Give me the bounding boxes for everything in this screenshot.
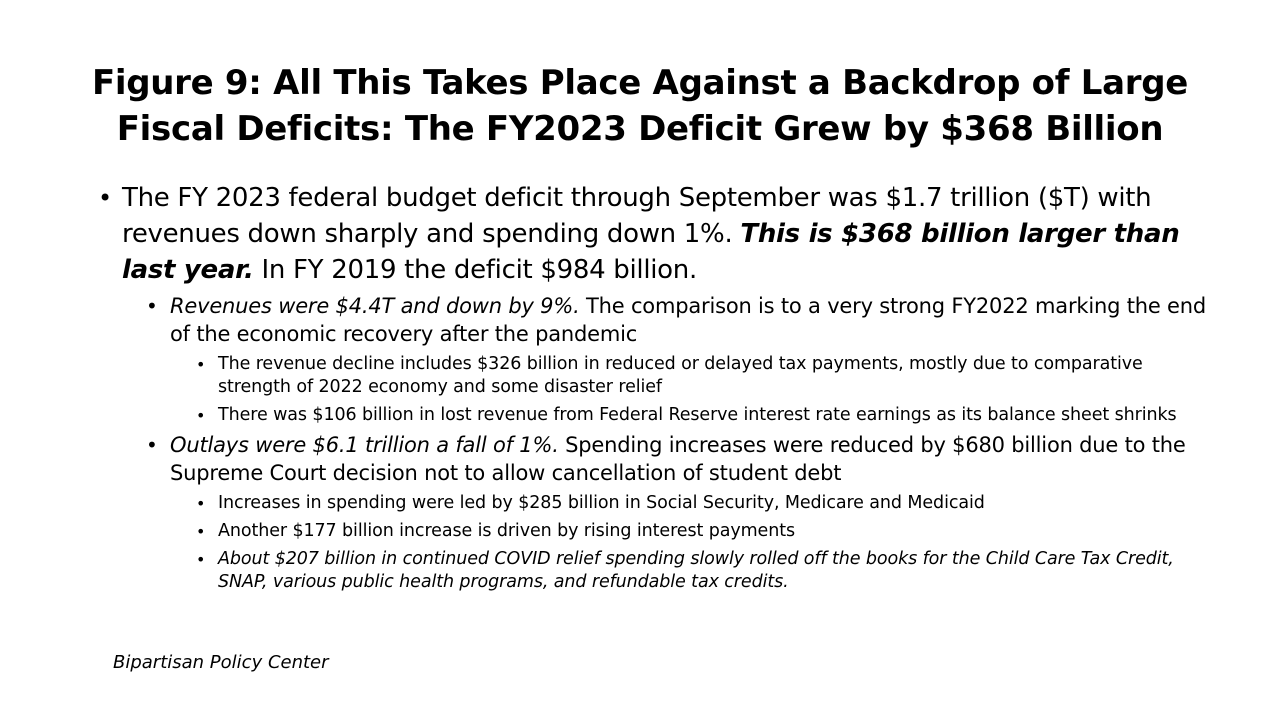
bullet-outlays-lead: Outlays were $6.1 trillion a fall of 1%. [170, 433, 559, 457]
bullet-revenues-text: The comparison is to a very strong FY2022 marking the end of the economic recovery after the pandemic [170, 294, 1206, 346]
bullet-text: About $207 billion in continued COVID relief spending slowly rolled off the books for the Child Care Tax Credit, SNAP, various public health programs, and refundable tax credits. [218, 549, 1174, 592]
bullet-outlays-sub-1 [194, 492, 1218, 515]
slide-title [60, 60, 1220, 152]
bullet-dot-icon: • [146, 433, 158, 457]
bullet-outlays-sub-3 [194, 548, 1218, 594]
title-line-2: Fiscal Deficits: The FY2023 Deficit Grew by $368 Billion [116, 109, 1164, 149]
bullet-main-text-2: In FY 2019 the deficit $984 billion. [253, 255, 697, 285]
bullet-text: There was $106 billion in lost revenue from Federal Reserve interest rate earnings as its balance sheet shrinks [218, 405, 1177, 425]
bullet-dot-icon: • [196, 550, 206, 569]
bullet-revenues-sub-1 [194, 353, 1218, 399]
bullet-revenues-lead: Revenues were $4.4T and down by 9%. [170, 294, 580, 318]
bullet-text: Increases in spending were led by $285 billion in Social Security, Medicare and Medicaid [218, 493, 985, 513]
source-citation: Bipartisan Policy Center [113, 652, 329, 673]
bullet-dot-icon: • [196, 494, 206, 513]
title-line-1: Figure 9: All This Takes Place Against a Backdrop of Large [91, 63, 1189, 103]
bullet-main [98, 180, 1218, 288]
bullet-dot-icon: • [196, 355, 206, 374]
bullet-outlays-sub-2 [194, 520, 1218, 543]
bullet-dot-icon: • [196, 406, 206, 425]
bullet-dot-icon: • [146, 294, 158, 318]
bullet-dot-icon: • [98, 184, 112, 212]
bullet-list [98, 180, 1218, 598]
bullet-main-text: The FY 2023 federal budget deficit through September was $1.7 trillion ($T) with revenues down sharply and spending down 1%. [122, 183, 1152, 249]
bullet-text: The revenue decline includes $326 billion in reduced or delayed tax payments, mostly due to comparative strength of 2022 economy and some disaster relief [218, 354, 1143, 397]
bullet-dot-icon: • [196, 522, 206, 541]
bullet-revenues-sub-2 [194, 404, 1218, 427]
bullet-text: Another $177 billion increase is driven by rising interest payments [218, 521, 795, 541]
bullet-outlays-text: Spending increases were reduced by $680 billion due to the Supreme Court decision not to allow cancellation of student debt [170, 433, 1186, 485]
bullet-main-emphasis: This is $368 billion larger than last year. [122, 219, 1180, 285]
bullet-outlays [146, 431, 1218, 487]
bullet-revenues [146, 292, 1218, 348]
